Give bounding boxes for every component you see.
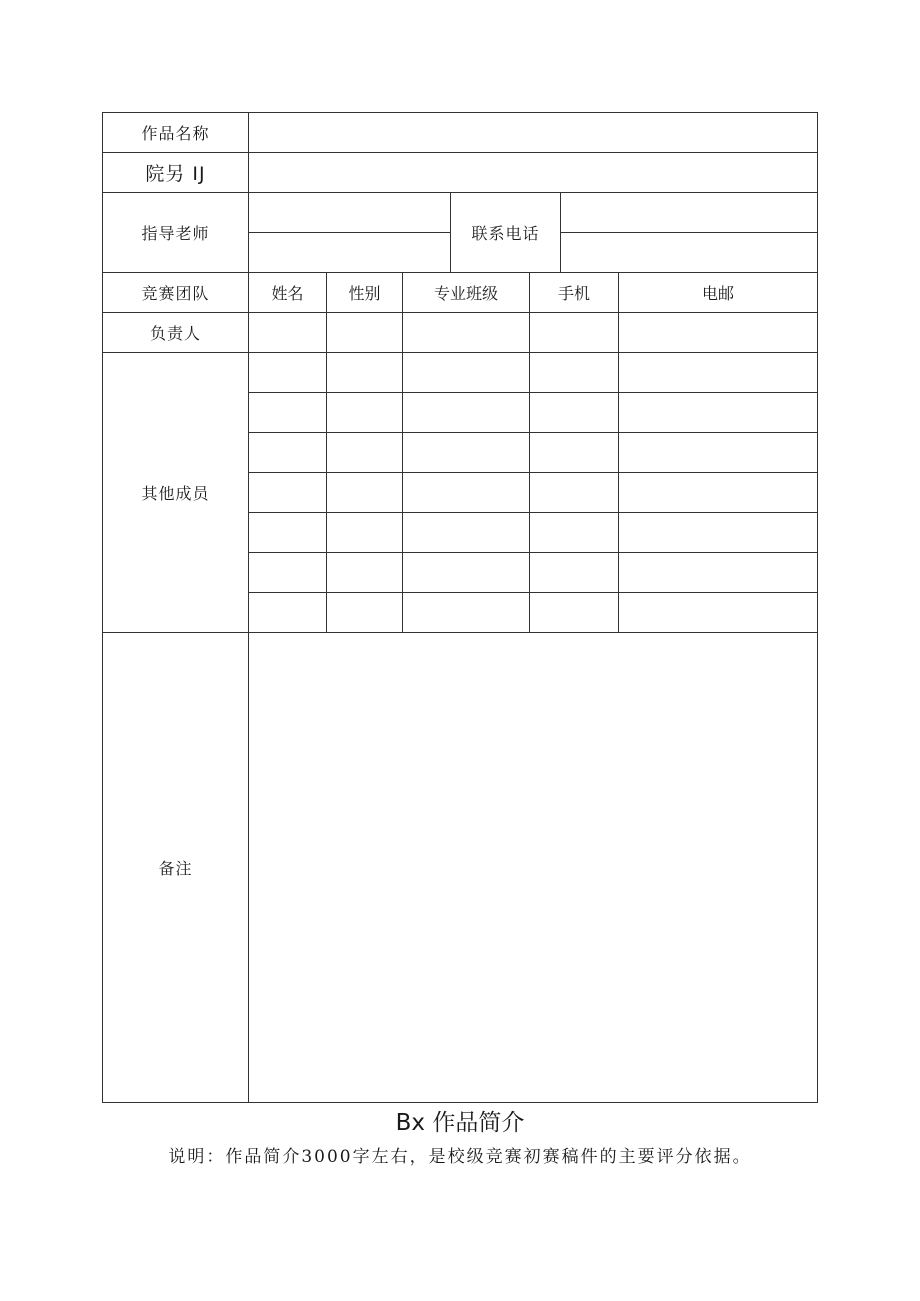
column-header-email: 电邮 [619,273,818,313]
contact-phone-label: 联系电话 [451,193,561,273]
member-email-cell[interactable] [619,433,818,473]
column-header-mobile: 手机 [530,273,619,313]
member-name-cell[interactable] [249,393,327,433]
college-field[interactable] [249,153,818,193]
team-header-row [103,273,818,313]
leader-email-cell[interactable] [619,313,818,353]
member-mobile-cell[interactable] [530,393,619,433]
member-gender-cell[interactable] [327,353,403,393]
college-row [103,153,818,193]
member-name-cell[interactable] [249,433,327,473]
member-major-class-cell[interactable] [403,513,530,553]
member-mobile-cell[interactable] [530,593,619,633]
remarks-field[interactable] [249,633,818,1103]
member-gender-cell[interactable] [327,553,403,593]
section-note: 说明：作品简介3000字左右，是校级竞赛初赛稿件的主要评分依据。 [168,1147,752,1167]
member-gender-cell[interactable] [327,593,403,633]
member-email-cell[interactable] [619,553,818,593]
member-major-class-cell[interactable] [403,433,530,473]
member-major-class-cell[interactable] [403,393,530,433]
advisor-row-1 [103,193,818,233]
leader-label: 负责人 [103,313,249,353]
college-label: 院另 IJ [103,153,249,193]
work-name-row [103,113,818,153]
contact-phone-field-2[interactable] [561,233,818,273]
member-name-cell[interactable] [249,353,327,393]
member-gender-cell[interactable] [327,433,403,473]
member-major-class-cell[interactable] [403,553,530,593]
member-mobile-cell[interactable] [530,513,619,553]
remarks-row [103,633,818,1103]
leader-gender-cell[interactable] [327,313,403,353]
column-header-major-class: 专业班级 [403,273,530,313]
contact-phone-field-1[interactable] [561,193,818,233]
member-mobile-cell[interactable] [530,353,619,393]
member-name-cell[interactable] [249,593,327,633]
member-mobile-cell[interactable] [530,433,619,473]
member-email-cell[interactable] [619,353,818,393]
member-major-class-cell[interactable] [403,593,530,633]
leader-major-class-cell[interactable] [403,313,530,353]
remarks-label: 备注 [103,633,249,1103]
section-title: Bx 作品简介 [395,1110,525,1136]
member-major-class-cell[interactable] [403,353,530,393]
member-row [103,353,818,393]
work-name-label: 作品名称 [103,113,249,153]
member-mobile-cell[interactable] [530,473,619,513]
member-mobile-cell[interactable] [530,553,619,593]
member-gender-cell[interactable] [327,393,403,433]
advisor-field-1[interactable] [249,193,451,233]
other-members-label: 其他成员 [103,353,249,633]
leader-mobile-cell[interactable] [530,313,619,353]
entry-form-table [102,112,818,1103]
member-major-class-cell[interactable] [403,473,530,513]
member-email-cell[interactable] [619,513,818,553]
member-name-cell[interactable] [249,513,327,553]
member-gender-cell[interactable] [327,473,403,513]
leader-row [103,313,818,353]
member-name-cell[interactable] [249,473,327,513]
leader-name-cell[interactable] [249,313,327,353]
work-name-field[interactable] [249,113,818,153]
advisor-label: 指导老师 [103,193,249,273]
member-gender-cell[interactable] [327,513,403,553]
member-email-cell[interactable] [619,393,818,433]
column-header-name: 姓名 [249,273,327,313]
column-header-gender: 性别 [327,273,403,313]
advisor-field-2[interactable] [249,233,451,273]
member-email-cell[interactable] [619,473,818,513]
member-email-cell[interactable] [619,593,818,633]
member-name-cell[interactable] [249,553,327,593]
team-label: 竞赛团队 [103,273,249,313]
